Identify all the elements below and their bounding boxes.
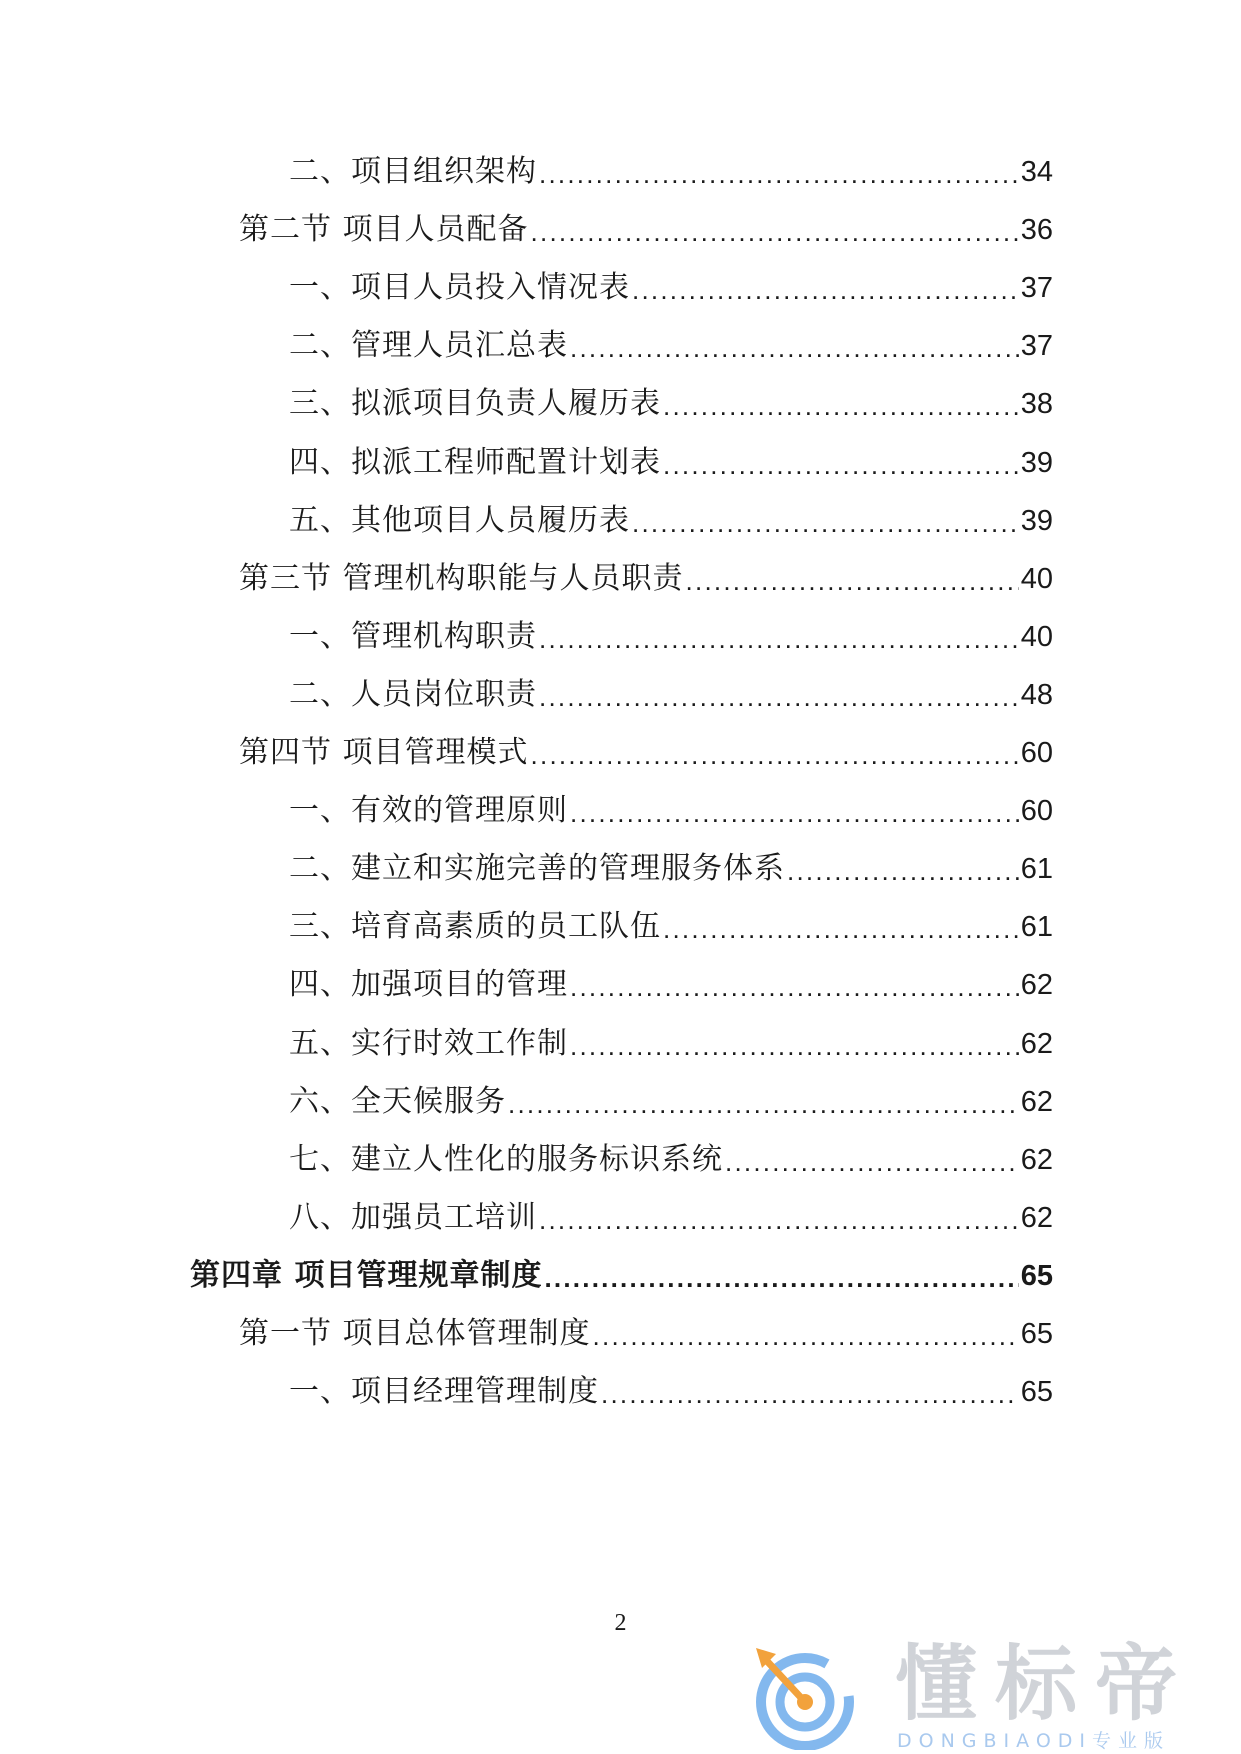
toc-entry-title: 二、建立和实施完善的管理服务体系	[289, 851, 785, 887]
toc-entry-page: 48	[1020, 678, 1053, 711]
toc-leader-dots	[539, 1202, 1019, 1238]
toc-leader-dots	[663, 447, 1019, 483]
page-number: 2	[614, 1610, 627, 1636]
toc-entry-title: 二、项目组织架构	[289, 154, 537, 189]
toc-leader-dots	[531, 214, 1019, 250]
toc-leader-dots	[787, 853, 1019, 889]
toc-entry-page: 61	[1020, 911, 1053, 944]
toc-entry-title: 第二节 项目人员配备	[239, 212, 529, 248]
toc-entry[interactable]	[289, 316, 1053, 366]
toc-entry[interactable]	[289, 1130, 1053, 1180]
toc-entry-page: 60	[1020, 737, 1053, 769]
toc-entry[interactable]	[289, 1362, 1053, 1412]
toc-leader-dots	[570, 330, 1019, 366]
toc-entry[interactable]	[289, 491, 1053, 541]
toc-entry[interactable]	[289, 1188, 1053, 1238]
toc-entry-page: 37	[1020, 272, 1053, 305]
toc-entry-title: 一、管理机构职责	[289, 618, 537, 654]
toc-entry[interactable]	[289, 142, 1053, 192]
toc-entry-page: 62	[1020, 969, 1053, 1002]
watermark	[745, 1637, 1241, 1754]
toc-entry-title: 第一节 项目总体管理制度	[239, 1316, 591, 1351]
toc-entry-title: 三、培育高素质的员工队伍	[289, 909, 661, 945]
toc-entry-page: 38	[1020, 388, 1053, 421]
toc-leader-dots	[686, 563, 1019, 599]
toc-entry-page: 40	[1020, 562, 1053, 595]
toc-entry-title: 一、项目人员投入情况表	[289, 270, 630, 306]
watermark-brand: 懂标帝	[895, 1637, 1196, 1732]
toc-entry-title: 一、有效的管理原则	[289, 793, 568, 829]
toc-entry[interactable]	[289, 665, 1053, 715]
toc-entry-page: 40	[1020, 620, 1053, 653]
toc-leader-dots	[539, 679, 1019, 715]
toc-leader-dots	[570, 969, 1019, 1005]
toc-entry-title: 四、拟派工程师配置计划表	[289, 444, 661, 480]
toc-entry-page: 65	[1020, 1318, 1053, 1350]
toc-entry-title: 第四节 项目管理模式	[239, 735, 529, 770]
toc-entry-title: 七、建立人性化的服务标识系统	[289, 1141, 723, 1177]
toc-leader-dots	[539, 156, 1019, 192]
toc-leader-dots	[508, 1086, 1019, 1122]
toc-entry-title: 三、拟派项目负责人履历表	[289, 386, 661, 422]
toc-entry-title: 一、项目经理管理制度	[289, 1374, 599, 1410]
toc-entry[interactable]	[289, 433, 1053, 483]
toc-entry[interactable]	[239, 723, 1053, 773]
watermark-subtitle: DONGBIAODI专业版	[897, 1730, 1171, 1752]
toc-entry[interactable]	[289, 607, 1053, 657]
toc-leader-dots	[570, 795, 1019, 831]
toc-entry-page: 62	[1020, 1027, 1053, 1060]
toc-entry[interactable]	[289, 258, 1053, 308]
toc-entry-title: 四、加强项目的管理	[289, 967, 568, 1003]
toc-entry-title: 六、全天候服务	[289, 1083, 506, 1119]
toc-leader-dots	[593, 1318, 1019, 1354]
toc-entry[interactable]	[239, 1304, 1053, 1354]
toc-entry[interactable]	[289, 897, 1053, 947]
toc-entry[interactable]	[289, 955, 1053, 1005]
toc-leader-dots	[544, 1260, 1018, 1296]
target-arrow-icon	[750, 1640, 855, 1750]
toc-entry[interactable]	[239, 200, 1053, 250]
toc-entry-title: 五、实行时效工作制	[289, 1025, 568, 1061]
toc-entry[interactable]	[289, 839, 1053, 889]
toc-entry-title: 第四章 项目管理规章制度	[190, 1257, 543, 1293]
toc-entry-page: 65	[1020, 1259, 1053, 1292]
toc-leader-dots	[725, 1144, 1019, 1180]
toc-leader-dots	[601, 1376, 1019, 1412]
toc-entry-page: 39	[1020, 446, 1053, 479]
toc-entry-page: 65	[1020, 1376, 1053, 1409]
toc-entry-title: 八、加强员工培训	[289, 1199, 537, 1235]
toc-leader-dots	[663, 911, 1019, 947]
toc-entry-page: 62	[1020, 1201, 1053, 1234]
toc-entry-page: 61	[1020, 853, 1053, 886]
toc-leader-dots	[632, 272, 1019, 308]
toc-entry-page: 62	[1020, 1143, 1053, 1176]
toc-leader-dots	[663, 388, 1019, 424]
toc-entry[interactable]	[289, 374, 1053, 424]
toc-leader-dots	[632, 505, 1019, 541]
toc-entry[interactable]	[190, 1246, 1053, 1296]
toc-entry-page: 36	[1020, 214, 1053, 247]
toc-leader-dots	[570, 1028, 1019, 1064]
toc-entry-title: 二、管理人员汇总表	[289, 328, 568, 364]
toc-entry[interactable]	[239, 549, 1053, 599]
toc-leader-dots	[531, 737, 1019, 773]
toc-entry-page: 62	[1020, 1085, 1053, 1118]
toc-entry-page: 39	[1020, 504, 1053, 537]
toc-entry[interactable]	[289, 1014, 1053, 1064]
toc-leader-dots	[539, 621, 1019, 657]
toc-entry[interactable]	[289, 781, 1053, 831]
toc-entry-title: 第三节 管理机构职能与人员职责	[239, 560, 684, 596]
toc-entry-title: 二、人员岗位职责	[289, 676, 537, 712]
toc-entry-title: 五、其他项目人员履历表	[289, 502, 630, 538]
toc-entry-page: 60	[1020, 795, 1053, 828]
toc-entry-page: 37	[1020, 330, 1053, 363]
toc-entry-page: 34	[1020, 156, 1053, 188]
toc-entry[interactable]	[289, 1072, 1053, 1122]
